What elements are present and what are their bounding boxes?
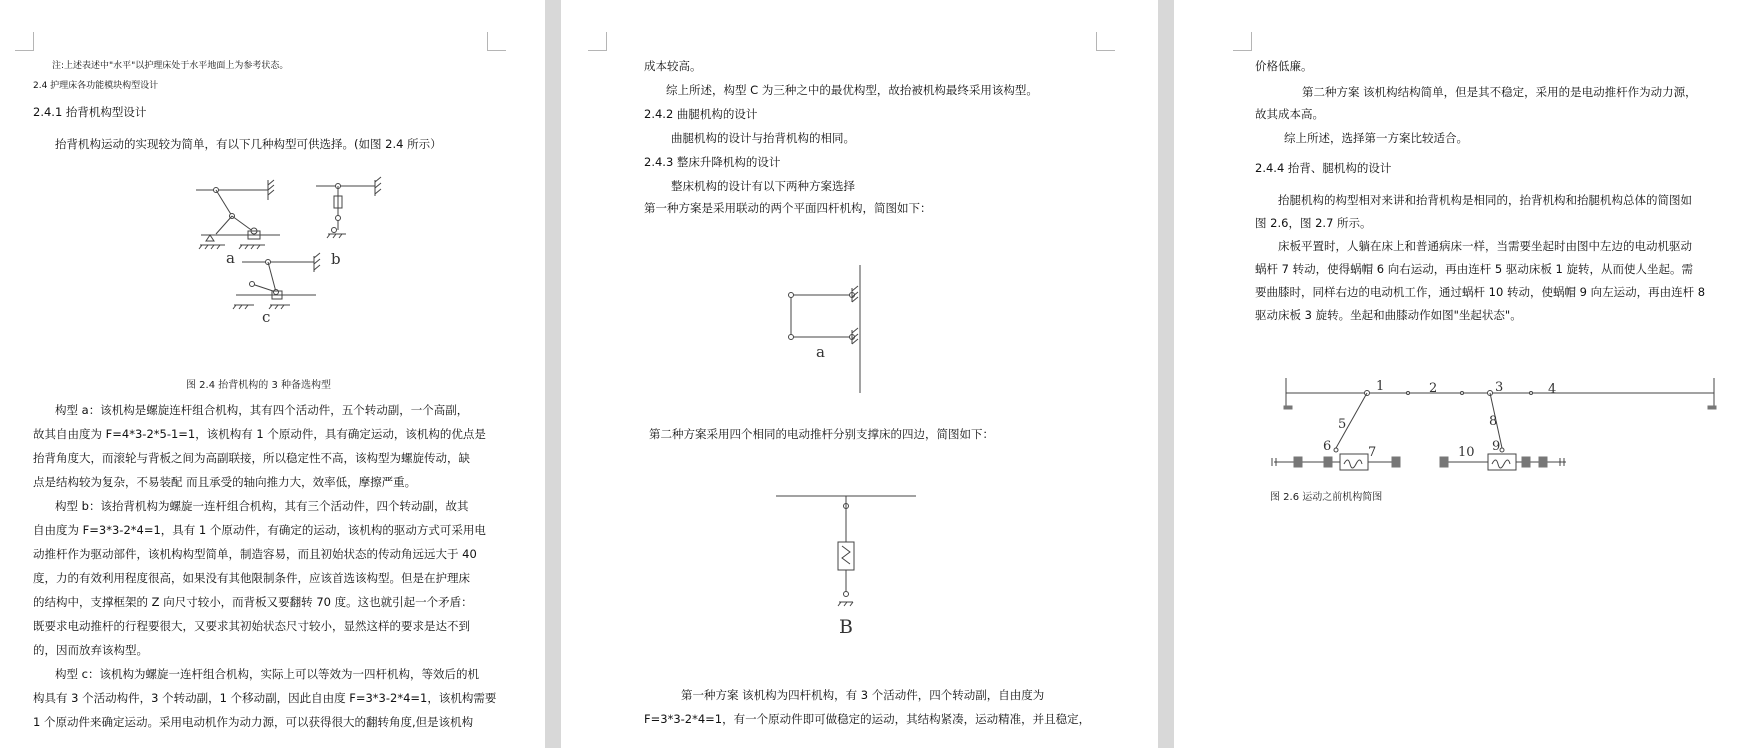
- body-text: 抬腿机构的构型相对来讲和抬背机构是相同的，抬背机构和抬腿机构总体的简图如: [1278, 193, 1692, 207]
- para-b-line: 动推杆作为驱动部件，该机构构型简单，制造容易，而且初始状态的传动角远远大于 40: [33, 547, 477, 561]
- body-text: 综上所述，构型 C 为三种之中的最优构型，故抬被机构最终采用该构型。: [666, 83, 1038, 97]
- para-a-line: 点是结构较为复杂，不易装配 而且承受的轴向推力大，效率低，摩擦严重。: [33, 475, 417, 489]
- body-text: 床板平置时，人躺在床上和普通病床一样，当需要坐起时由图中左边的电动机驱动: [1278, 239, 1692, 253]
- para-b-line: 度，力的有效利用程度很高，如果没有其他限制条件，应该首选该构型。但是在护理床: [33, 571, 470, 585]
- body-text: 抬背机构运动的实现较为简单，有以下几种构型可供选择。(如图 2.4 所示）: [55, 137, 442, 151]
- body-text: 蜗杆 7 转动，使得蜗帽 6 向右运动，再由连杆 5 驱动床板 1 旋转，从而使人坐起。需: [1255, 262, 1694, 276]
- para-a-line: 抬背角度大，而滚轮与背板之间为高副联接，所以稳定性不高，该构型为螺旋传动，缺: [33, 451, 470, 465]
- mechanism-figure-2-4: [0, 160, 545, 360]
- label-a: a: [226, 249, 235, 267]
- part-number: 2: [1429, 381, 1438, 396]
- body-text: 第一种方案是采用联动的两个平面四杆机构，简图如下：: [644, 201, 932, 215]
- body-text: 要曲膝时，同样右边的电动机工作，通过蜗杆 10 转动，使蜗帽 9 向左运动，再由连杆 8: [1255, 285, 1706, 299]
- page-corner-mark: [15, 32, 34, 51]
- page-corner-mark: [588, 32, 607, 51]
- body-text: 成本较高。: [644, 59, 702, 73]
- mechanism-b: [316, 177, 381, 268]
- section-heading: 2.4 护理床各功能模块构型设计: [33, 81, 159, 91]
- body-text: 综上所述，选择第一方案比较适合。: [1284, 131, 1468, 145]
- body-text: 第一种方案 该机构为四杆机构，有 3 个活动件，四个转动副，自由度为: [681, 688, 1045, 702]
- label-a: a: [816, 343, 825, 361]
- para-b-line: 自由度为 F=3*3-2*4=1，具有 1 个原动件，有确定的运动，该机构的驱动方式可采用电: [33, 523, 486, 537]
- subsection-heading: 2.4.2 曲腿机构的设计: [644, 107, 758, 121]
- figure-caption: 图 2.4 抬背机构的 3 种备选构型: [186, 380, 331, 391]
- subsection-heading: 2.4.3 整床升降机构的设计: [644, 155, 781, 169]
- page-corner-mark: [1096, 32, 1115, 51]
- subsection-heading: 2.4.4 抬背、腿机构的设计: [1255, 161, 1392, 175]
- para-b-line: 构型 b：该抬背机构为螺旋一连杆组合机构，其有三个活动件，四个转动副，故其: [55, 499, 469, 513]
- para-c-line: 构具有 3 个活动构件，3 个转动副，1 个移动副，因此自由度 F=3*3-2*4=1，该机构需要: [33, 691, 497, 705]
- body-text: F=3*3-2*4=1，有一个原动件即可做稳定的运动，其结构紧凑，运动精准，并且稳定，: [644, 712, 1091, 726]
- lift-scheme-b-figure: [561, 486, 1158, 636]
- para-b-line: 既要求电动推杆的行程要很大，又要求其初始状态尺寸较小，显然这样的要求是达不到: [33, 619, 470, 633]
- body-text: 故其成本高。: [1255, 107, 1324, 121]
- subsection-heading: 2.4.1 抬背机构型设计: [33, 105, 147, 119]
- body-text: 第二种方案采用四个相同的电动推杆分别支撑床的四边，简图如下：: [649, 427, 994, 441]
- label-B: B: [839, 616, 853, 638]
- document-page-1: [0, 0, 545, 748]
- para-b-line: 的，因而放弃该构型。: [33, 643, 148, 657]
- body-text: 整床机构的设计有以下两种方案选择: [671, 179, 855, 193]
- para-b-line: 的结构中，支撑框架的 Z 向尺寸较小，而背板又要翻转 70 度。这也就引起一个矛盾：: [33, 595, 473, 609]
- part-number: 6: [1323, 439, 1332, 454]
- body-text: 曲腿机构的设计与抬背机构的相同。: [671, 131, 855, 145]
- mechanism-c: [233, 253, 320, 326]
- para-c-line: 1 个原动件来确定运动。采用电动机作为动力源，可以获得很大的翻转角度,但是该机构: [33, 715, 474, 729]
- page-corner-mark: [487, 32, 506, 51]
- body-text: 价格低廉。: [1255, 59, 1313, 73]
- part-number: 7: [1368, 445, 1377, 460]
- mechanism-a: [196, 180, 280, 267]
- part-number: 4: [1548, 382, 1557, 397]
- label-b: b: [331, 250, 341, 268]
- mechanism-figure-2-6: [1174, 378, 1756, 478]
- document-page-2: [561, 0, 1158, 748]
- part-number: 1: [1376, 379, 1385, 394]
- document-page-3: [1174, 0, 1756, 748]
- note-line: 注:上述表述中"水平"以护理床处于水平地面上为参考状态。: [52, 61, 289, 71]
- para-c-line: 构型 c：该机构为螺旋一连杆组合机构，实际上可以等效为一四杆机构，等效后的机: [55, 667, 479, 681]
- part-number: 10: [1458, 445, 1475, 460]
- label-c: c: [262, 308, 271, 326]
- body-text: 第二种方案 该机构结构简单，但是其不稳定，采用的是电动推杆作为动力源，: [1302, 85, 1697, 99]
- para-a-line: 故其自由度为 F=4*3-2*5-1=1，该机构有 1 个原动件，具有确定运动，该机构的优点是: [33, 427, 486, 441]
- figure-caption: 图 2.6 运动之前机构简图: [1270, 492, 1383, 503]
- body-text: 驱动床板 3 旋转。坐起和曲膝动作如图"坐起状态"。: [1255, 308, 1522, 322]
- part-number: 5: [1338, 417, 1347, 432]
- part-number: 3: [1495, 380, 1504, 395]
- part-number: 8: [1489, 414, 1498, 429]
- part-number: 9: [1492, 439, 1501, 454]
- lift-scheme-a-figure: [561, 265, 1158, 395]
- page-corner-mark: [1233, 32, 1252, 51]
- body-text: 图 2.6，图 2.7 所示。: [1255, 216, 1372, 230]
- para-a-line: 构型 a：该机构是螺旋连杆组合机构，其有四个活动件，五个转动副，一个高副，: [55, 403, 469, 417]
